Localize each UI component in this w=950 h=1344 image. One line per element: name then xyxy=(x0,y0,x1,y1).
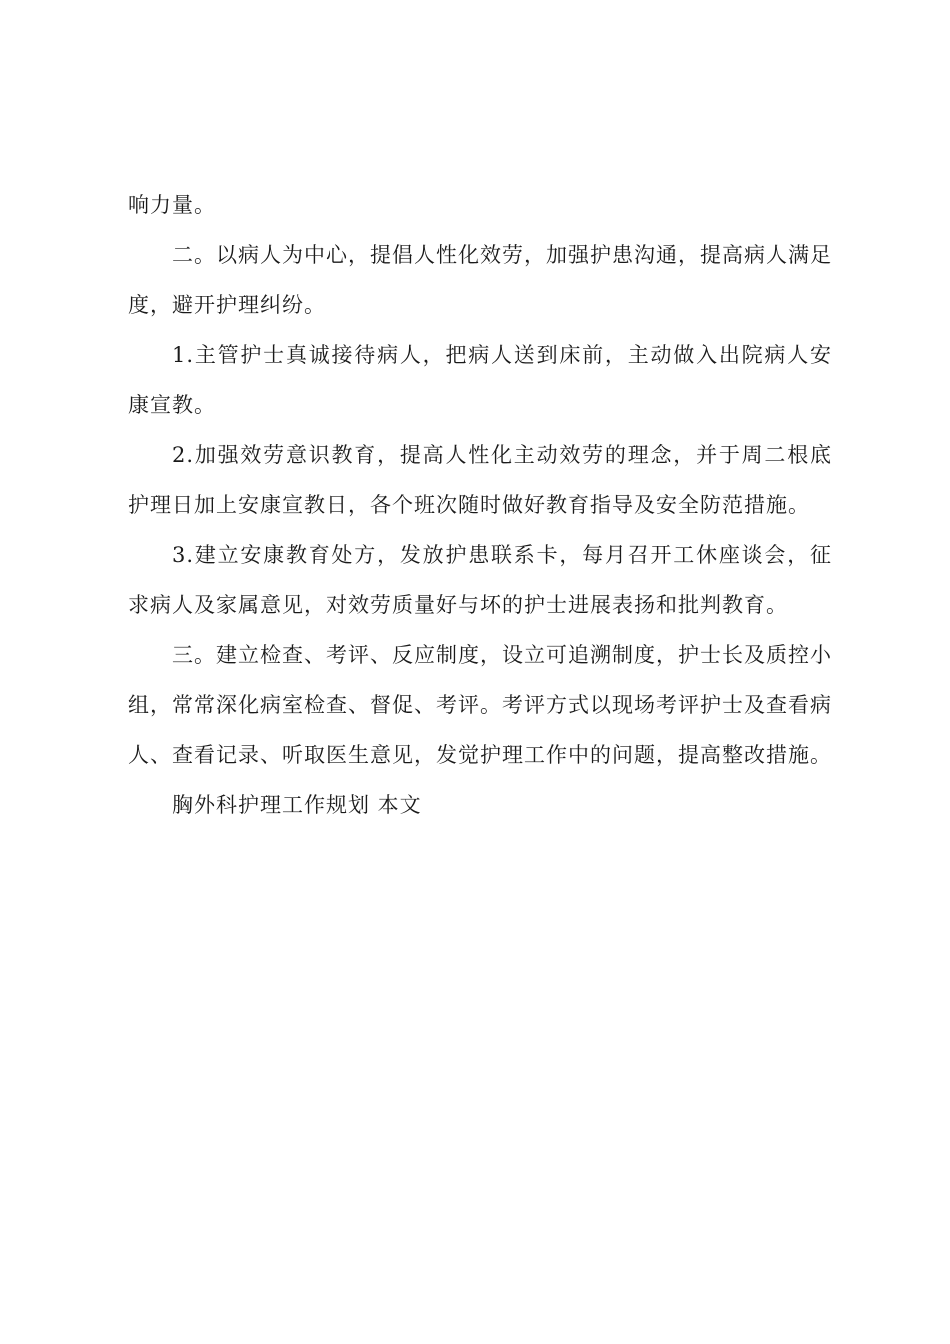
document-body xyxy=(128,180,832,830)
section-two-heading: 二。以病人为中心，提倡人性化效劳，加强护患沟通，提高病人满足度，避开护理纠纷。 xyxy=(128,243,832,317)
paragraph-continuation: 响力量。 xyxy=(128,193,216,217)
list-item-3: 3.建立安康教育处方，发放护患联系卡，每月召开工休座谈会，征求病人及家属意见，对效劳质量好与坏的护士进展表扬和批判教育。 xyxy=(128,543,832,617)
list-item-1: 1.主管护士真诚接待病人，把病人送到床前，主动做入出院病人安康宣教。 xyxy=(128,343,832,417)
document-footer-note: 胸外科护理工作规划 本文 xyxy=(172,793,422,817)
list-item-2: 2.加强效劳意识教育，提高人性化主动效劳的理念，并于周二根底护理日加上安康宣教日，各个班次随时做好教育指导及安全防范措施。 xyxy=(128,443,832,517)
section-three-heading: 三。建立检查、考评、反应制度，设立可追溯制度，护士长及质控小组，常常深化病室检查、督促、考评。考评方式以现场考评护士及查看病人、查看记录、听取医生意见，发觉护理工作中的问题，提高整改措施。 xyxy=(128,643,832,767)
